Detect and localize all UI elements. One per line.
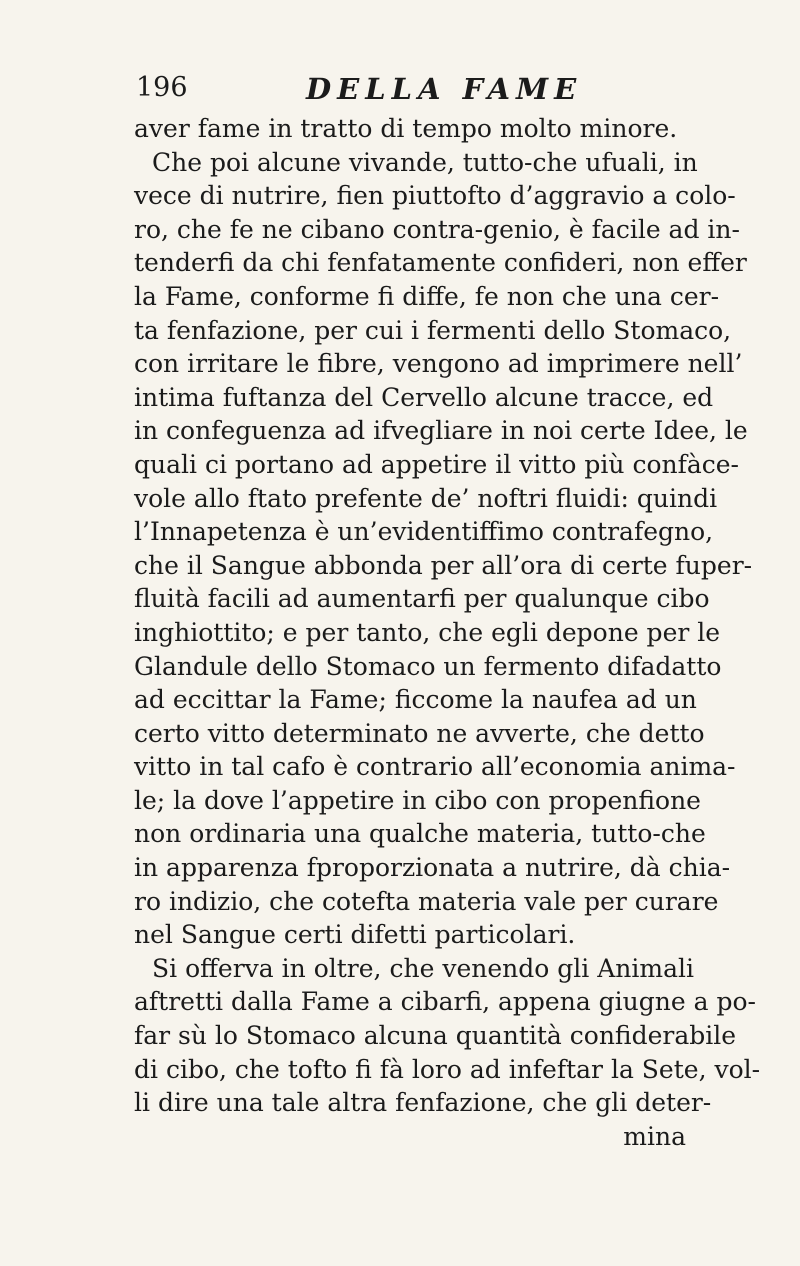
text-line: l’Innapetenza è un’evidentiffimo contrafegno,: [134, 517, 714, 547]
body-text: [134, 112, 761, 1153]
text-line: in confeguenza ad ifvegliare in noi certe Idee, le: [134, 416, 748, 446]
catchword: mina: [623, 1121, 686, 1151]
text-line: far sù lo Stomaco alcuna quantità confiderabile: [134, 1021, 737, 1051]
text-lines: [134, 112, 761, 1120]
text-line: inghiottito; e per tanto, che egli depone per le: [134, 617, 721, 647]
text-line: fluità facili ad aumentarfi per qualunque cibo: [134, 584, 710, 614]
page-header: [136, 72, 736, 112]
text-line: ad eccittar la Fame; ficcome la naufea ad un: [134, 685, 697, 715]
text-line: ta fenfazione, per cui i fermenti dello Stomaco,: [134, 315, 732, 345]
text-line: non ordinaria una qualche materia, tutto-che: [134, 819, 706, 849]
running-head: DELLA FAME: [306, 72, 583, 106]
text-line: ro indizio, che cotefta materia vale per curare: [134, 886, 719, 916]
text-line: in apparenza fproporzionata a nutrire, dà chia-: [134, 853, 731, 883]
text-line: certo vitto determinato ne avverte, che detto: [134, 718, 705, 748]
text-line: vitto in tal cafo è contrario all’economia anima-: [134, 752, 736, 782]
text-line: Che poi alcune vivande, tutto-che ufuali, in: [152, 147, 698, 177]
text-line: le; la dove l’appetire in cibo con propenfione: [134, 785, 701, 815]
text-line: Si offerva in oltre, che venendo gli Animali: [152, 953, 694, 983]
text-line: intima fuftanza del Cervello alcune tracce, ed: [134, 382, 714, 412]
text-line: li dire una tale altra fenfazione, che gli deter-: [134, 1088, 712, 1118]
text-line: aftretti dalla Fame a cibarfi, appena giugne a po-: [134, 987, 756, 1017]
text-line: vole allo ftato prefente de’ noftri fluidi: quindi: [134, 483, 718, 513]
text-line: la Fame, conforme fi diffe, fe non che una cer-: [134, 281, 720, 311]
text-line: che il Sangue abbonda per all’ora di certe fuper-: [134, 550, 753, 580]
text-line: con irritare le fibre, vengono ad imprimere nell’: [134, 349, 743, 379]
text-line: Glandule dello Stomaco un fermento difadatto: [134, 651, 722, 681]
text-line: ro, che fe ne cibano contra-genio, è facile ad in-: [134, 214, 740, 244]
text-line: nel Sangue certi difetti particolari.: [134, 920, 576, 950]
text-line: tenderfi da chi fenfatamente confideri, non effer: [134, 248, 747, 278]
page-number: 196: [136, 72, 188, 103]
text-line: aver fame in tratto di tempo molto minore.: [134, 114, 678, 143]
text-line: di cibo, che tofto fi fà loro ad infeftar la Sete, vol-: [134, 1054, 761, 1084]
text-line: quali ci portano ad appetire il vitto più confàce-: [134, 449, 739, 479]
text-line: vece di nutrire, fien piuttofto d’aggravio a colo-: [134, 181, 736, 211]
